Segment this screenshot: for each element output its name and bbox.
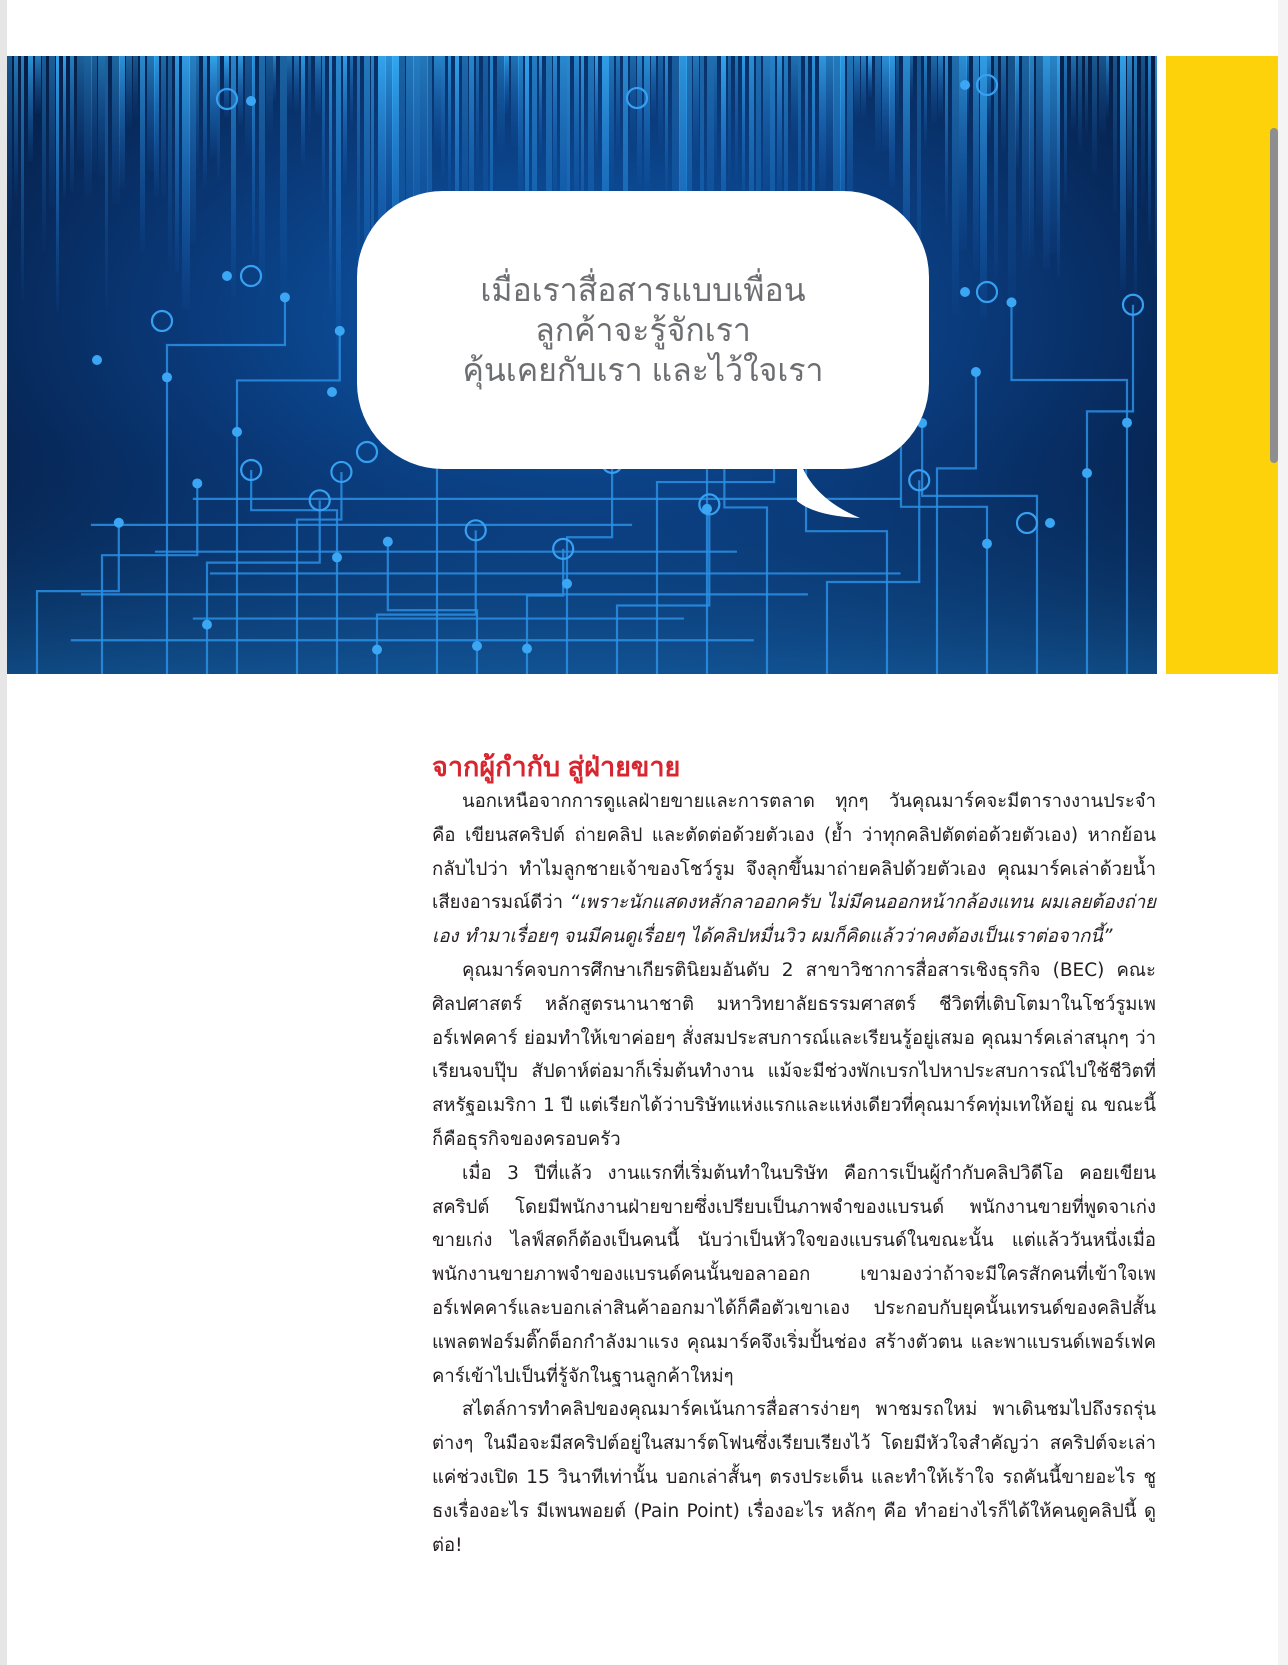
speech-bubble xyxy=(357,191,929,469)
right-gutter xyxy=(1278,0,1288,1665)
scrollbar-thumb[interactable] xyxy=(1270,128,1278,463)
paragraph-3: เมื่อ 3 ปีที่แล้ว งานแรกที่เริ่มต้นทำในบริษัท คือการเป็นผู้กำกับคลิปวิดีโอ คอยเขียนสคริปต์ โดยมีพนักงานฝ่ายขายซึ่งเปรียบเป็นภาพจำของแบรนด์ พนักงานขายที่พูดจาเก่ง ขายเก่ง ไลฟ์สดก็ต้องเป็นคนนี้ นับว่าเป็นหัวใจของแบรนด์ในขณะนั้น แต่แล้ววันหนึ่งเมื่อพนักงานขายภาพจำของแบรนด์คนนั้นขอลาออก เขามองว่าถ้าจะมีใครสักคนที่เข้าใจเพอร์เฟคคาร์และบอกเล่าสินค้าออกมาได้ก็คือตัวเขาเอง ประกอบกับยุคนั้นเทรนด์ของคลิปสั้น แพลตฟอร์มติ๊กต็อกกำลังมาแรง คุณมาร์คจึงเริ่มปั้นช่อง สร้างตัวตน และพาแบรนด์เพอร์เฟคคาร์เข้าไปเป็นที่รู้จักในฐานลูกค้าใหม่ๆ xyxy=(432,1162,1156,1387)
paragraph-4: สไตล์การทำคลิปของคุณมาร์คเน้นการสื่อสารง่ายๆ พาชมรถใหม่ พาเดินชมไปถึงรถรุ่นต่างๆ ในมือจะมีสคริปต์อยู่ในสมาร์ตโฟนซึ่งเรียบเรียงไว้ โดยมีหัวใจสำคัญว่า สคริปต์จะเล่าแค่ช่วงเปิด 15 วินาทีเท่านั้น บอกเล่าสั้นๆ ตรงประเด็น และทำให้เร้าใจ รถคันนี้ขายอะไร ชูธงเรื่องอะไร มีเพนพอยต์ (Pain Point) เรื่องอะไร หลักๆ คือ ทำอย่างไรก็ได้ให้คนดูคลิปนี้ ดูต่อ! xyxy=(432,1399,1156,1556)
paragraph-1-quote: “เพราะนักแสดงหลักลาออกครับ ไม่มีคนออกหน้ากล้องแทน ผมเลยต้องถ่ายเอง ทำมาเรื่อยๆ จนมีคนดูเรื่อยๆ ได้คลิปหมื่นวิว ผมก็คิดแล้วว่าคงต้องเป็นเราต่อจากนี้” xyxy=(432,892,1157,948)
paragraph-1 xyxy=(432,785,1156,954)
page-edge xyxy=(0,0,7,1665)
bubble-line-2: ลูกค้าจะรู้จักเรา xyxy=(535,312,751,348)
paragraph-2: คุณมาร์คจบการศึกษาเกียรตินิยมอันดับ 2 สาขาวิชาการสื่อสารเชิงธุรกิจ (BEC) คณะศิลปศาสตร์ หลักสูตรนานาชาติ มหาวิทยาลัยธรรมศาสตร์ ชีวิตที่เติบโตมาในโชว์รูมเพอร์เฟคคาร์ ย่อมทำให้เขาค่อยๆ สั่งสมประสบการณ์และเรียนรู้อยู่เสมอ คุณมาร์คเล่าสนุกๆ ว่า เรียนจบปุ๊บ สัปดาห์ต่อมาก็เริ่มต้นทำงาน แม้จะมีช่วงพักเบรกไปหาประสบการณ์ไปใช้ชีวิตที่สหรัฐอเมริกา 1 ปี แต่เรียกได้ว่าบริษัทแห่งแรกและแห่งเดียวที่คุณมาร์คทุ่มเทให้อยู่ ณ ขณะนี้ ก็คือธุรกิจของครอบครัว xyxy=(432,959,1156,1150)
bubble-line-1: เมื่อเราสื่อสารแบบเพื่อน xyxy=(480,272,806,308)
article-body xyxy=(432,750,1156,1562)
paragraph-1-text: นอกเหนือจากการดูแลฝ่ายขายและการตลาด ทุกๆ วันคุณมาร์คจะมีตารางงานประจำ คือ เขียนสคริปต์ ถ่ายคลิป และตัดต่อด้วยตัวเอง (ย้ำ ว่าทุกคลิปตัดต่อด้วยตัวเอง) หากย้อนกลับไปว่า ทำไมลูกชายเจ้าของโชว์รูม จึงลุกขึ้นมาถ่ายคลิปด้วยตัวเอง คุณมาร์คเล่าด้วยน้ำเสียงอารมณ์ดีว่า xyxy=(432,791,1156,914)
yellow-accent-bar xyxy=(1166,56,1278,674)
article-heading: จากผู้กำกับ สู่ฝ่ายขาย xyxy=(432,752,681,782)
bubble-line-3: คุ้นเคยกับเรา และไว้ใจเรา xyxy=(462,352,824,388)
